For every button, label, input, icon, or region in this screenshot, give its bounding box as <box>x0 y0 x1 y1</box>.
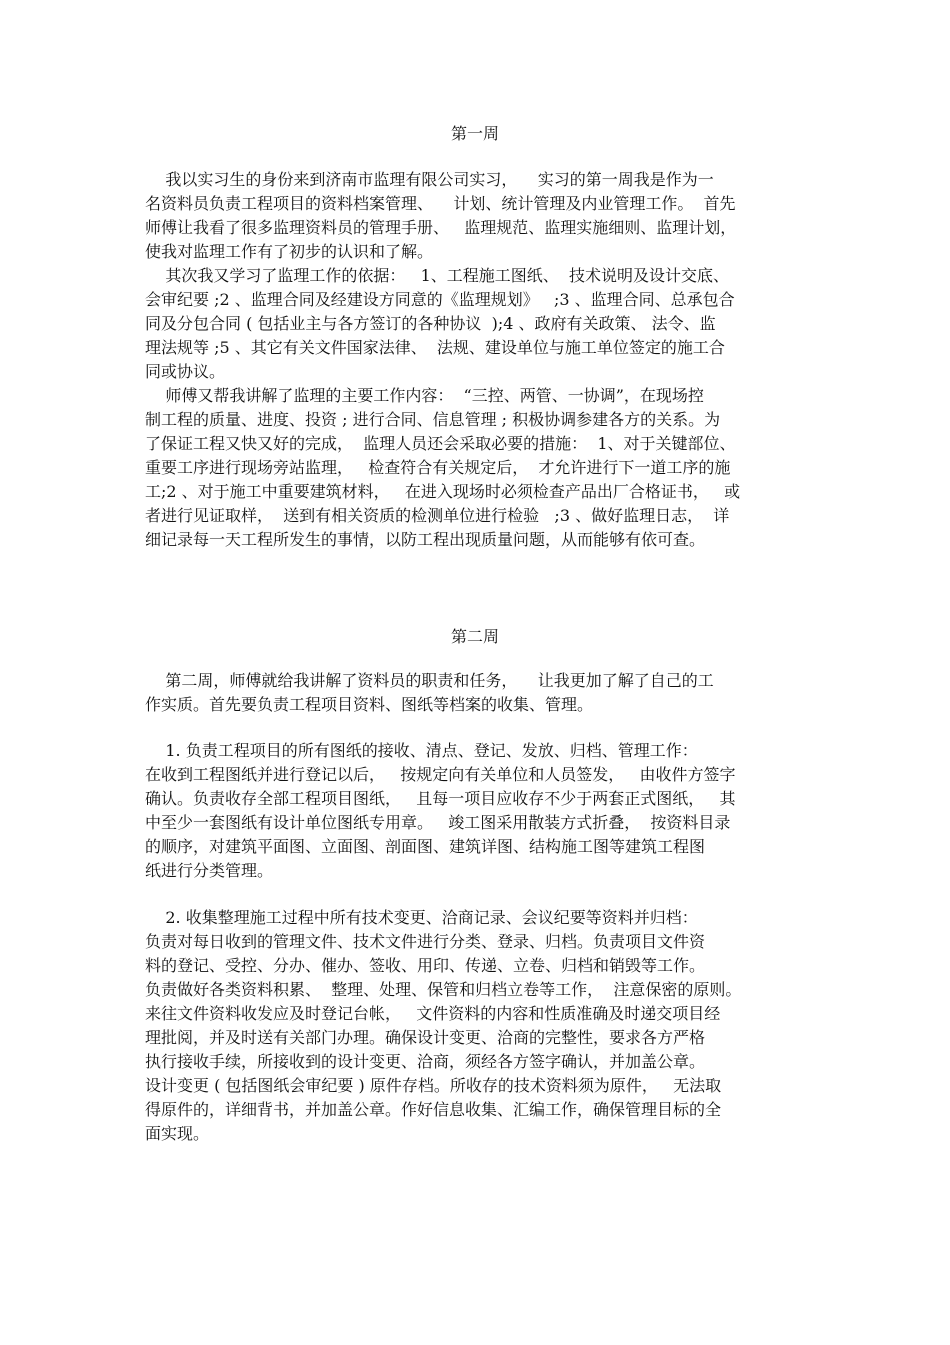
week2-item1-line: 的顺序，对建筑平面图、立面图、剖面图、建筑详图、结构施工图等建筑工程图 <box>145 837 706 856</box>
week1-line: 师傅又帮我讲解了监理的主要工作内容： “三控、两管、一协调”，在现场控 <box>145 386 704 405</box>
week2-item2-line: 执行接收手续，所接收到的设计变更、洽商，须经各方签字确认，并加盖公章。 <box>145 1052 706 1071</box>
week1-line: 名资料员负责工程项目的资料档案管理、 计划、统计管理及内业管理工作。 首先 <box>145 194 736 213</box>
week2-item2-line: 2. 收集整理施工过程中所有技术变更、洽商记录、会议纪要等资料并归档： <box>145 908 698 927</box>
week2-intro-line: 作实质。首先要负责工程项目资料、图纸等档案的收集、管理。 <box>145 695 594 714</box>
week2-item2-line: 得原件的，详细背书，并加盖公章。作好信息收集、汇编工作，确保管理目标的全 <box>145 1100 722 1119</box>
week1-line: 者进行见证取样， 送到有相关资质的检测单位进行检验 ;3 、做好监理日志， 详 <box>145 506 730 525</box>
week2-item2-line: 面实现。 <box>145 1124 210 1143</box>
week1-line: 重要工序进行现场旁站监理， 检查符合有关规定后， 才允许进行下一道工序的施 <box>145 458 731 477</box>
week2-item1-line: 纸进行分类管理。 <box>145 861 274 880</box>
week2-item2-line: 负责做好各类资料积累、 整理、处理、保管和归档立卷等工作， 注意保密的原则。 <box>145 980 742 999</box>
week2-item2-line: 料的登记、受控、分办、催办、签收、用印、传递、立卷、归档和销毁等工作。 <box>145 956 706 975</box>
week2-item2-line: 设计变更 ( 包括图纸会审纪要 ) 原件存档。所收存的技术资料须为原件， 无法取 <box>145 1076 722 1095</box>
week1-line: 了保证工程又快又好的完成， 监理人员还会采取必要的措施： 1、对于关键部位、 <box>145 434 736 453</box>
week1-line: 细记录每一天工程所发生的事情，以防工程出现质量问题，从而能够有依可查。 <box>145 530 706 549</box>
week2-item2-line: 理批阅，并及时送有关部门办理。确保设计变更、洽商的完整性，要求各方严格 <box>145 1028 706 1047</box>
week1-line: 师傅让我看了很多监理资料员的管理手册、 监理规范、监理实施细则、监理计划， <box>145 218 737 237</box>
week2-intro-line: 第二周，师傅就给我讲解了资料员的职责和任务， 让我更加了解了自己的工 <box>145 671 714 690</box>
week1-line: 工;2 、对于施工中重要建筑材料， 在进入现场时必须检查产品出厂合格证书， 或 <box>145 482 741 501</box>
week2-heading: 第二周 <box>450 627 499 646</box>
week1-line: 同或协议。 <box>145 362 226 381</box>
week2-item2-line: 负责对每日收到的管理文件、技术文件进行分类、登录、归档。负责项目文件资 <box>145 932 706 951</box>
week1-line: 其次我又学习了监理工作的依据： 1、工程施工图纸、 技术说明及设计交底、 <box>145 266 729 285</box>
week2-item1-line: 确认。负责收存全部工程项目图纸， 且每一项目应收存不少于两套正式图纸， 其 <box>145 789 736 808</box>
week2-item1-line: 在收到工程图纸并进行登记以后， 按规定向有关单位和人员签发， 由收件方签字 <box>145 765 736 784</box>
week1-line: 会审纪要 ;2 、监理合同及经建设方同意的《监理规划》 ;3 、监理合同、总承包合 <box>145 290 735 309</box>
week1-heading: 第一周 <box>450 124 499 143</box>
week1-line: 理法规等 ;5 、其它有关文件国家法律、 法规、建设单位与施工单位签定的施工合 <box>145 338 725 357</box>
week1-line: 使我对监理工作有了初步的认识和了解。 <box>145 242 434 261</box>
week2-item1-line: 1. 负责工程项目的所有图纸的接收、清点、登记、发放、归档、管理工作： <box>145 741 698 760</box>
week1-line: 我以实习生的身份来到济南市监理有限公司实习， 实习的第一周我是作为一 <box>145 170 714 189</box>
week2-item2-line: 来往文件资料收发应及时登记台帐， 文件资料的内容和性质准确及时递交项目经 <box>145 1004 721 1023</box>
week1-line: 制工程的质量、进度、投资 ; 进行合同、信息管理 ; 积极协调参建各方的关系。为 <box>145 410 721 429</box>
week2-item1-line: 中至少一套图纸有设计单位图纸专用章。 竣工图采用散装方式折叠， 按资料目录 <box>145 813 731 832</box>
week1-line: 同及分包合同 ( 包括业主与各方签订的各种协议 );4 、政府有关政策、 法令、监 <box>145 314 716 333</box>
